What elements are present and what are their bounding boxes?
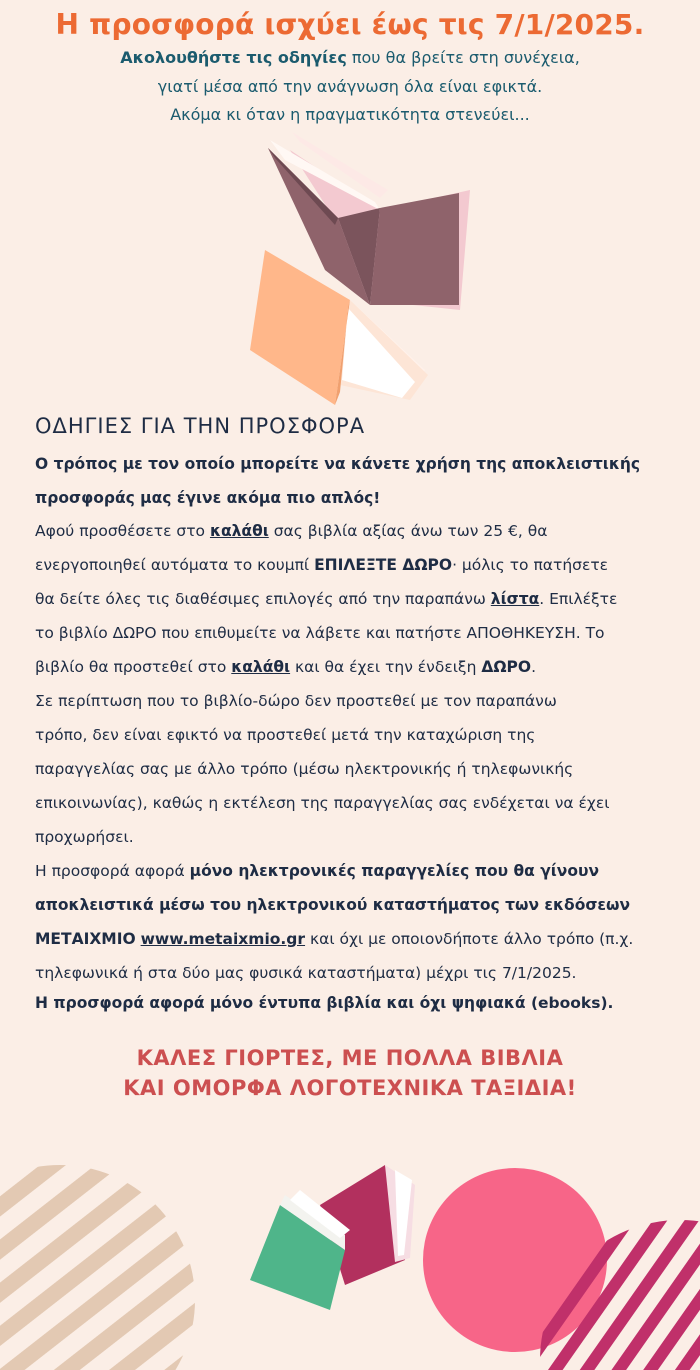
para2-line5-a: βιβλίο θα προστεθεί στο — [35, 658, 232, 676]
instructions-title: ΟΔΗΓΙΕΣ ΓΙΑ ΤΗΝ ΠΡΟΣΦΟΡΑ — [35, 414, 366, 438]
cart-link-2[interactable]: καλάθι — [231, 658, 291, 676]
list-link[interactable]: λίστα — [490, 590, 540, 608]
para4-line2 — [35, 896, 630, 914]
para3-line1: Σε περίπτωση που το βιβλίο-δώρο δεν προστεθεί με τον παραπάνω — [35, 692, 557, 710]
stripes-decoration — [0, 1150, 200, 1370]
para4-line1 — [35, 862, 599, 880]
para3-line4: επικοινωνίας), καθώς η εκτέλεση της παραγγελίας σας ενδέχεται να έχει — [35, 794, 610, 812]
para1-line2 — [35, 489, 380, 507]
para2-line3-a: θα δείτε όλες τις διαθέσιμες επιλογές από την παραπάνω — [35, 590, 491, 608]
para4-line3-b: και όχι με οποιονδήποτε άλλο τρόπο (π.χ. — [305, 930, 634, 948]
books-illustration — [230, 130, 470, 410]
para1-line1 — [35, 455, 640, 473]
para2-line2-a: ενεργοποιηθεί αυτόματα το κουμπί — [35, 556, 315, 574]
para3-line2: τρόπο, δεν είναι εφικτό να προστεθεί μετά την καταχώριση της — [35, 726, 536, 744]
para3-line5: προχωρήσει. — [35, 828, 134, 846]
para2-line1-a: Αφού προσθέσετε στο — [35, 522, 210, 540]
intro-line-2: γιατί μέσα από την ανάγνωση όλα είναι εφικτά. — [157, 77, 543, 96]
bottom-illustration — [0, 1110, 700, 1370]
para2-line3-b: . Επιλέξτε — [539, 590, 618, 608]
para4-line3 — [35, 930, 633, 948]
ebooks-note: Η προσφορά αφορά μόνο έντυπα βιβλία και όχι ψηφιακά (ebooks). — [35, 994, 614, 1012]
greeting-line-2: ΚΑΙ ΟΜΟΡΦΑ ΛΟΓΟΤΕΧΝΙΚΑ ΤΑΞΙΔΙΑ! — [123, 1076, 577, 1100]
gift-label: ΔΩΡΟ — [481, 658, 532, 676]
para2-line5-c: . — [531, 658, 536, 676]
para1-line1-text: Ο τρόπος με τον οποίο μπορείτε να κάνετε χρήση της αποκλειστικής — [35, 455, 641, 473]
greeting-line-1: ΚΑΛΕΣ ΓΙΟΡΤΕΣ, ΜΕ ΠΟΛΛΑ ΒΙΒΛΙΑ — [136, 1046, 564, 1070]
choose-gift-label: ΕΠΙΛΕΞΤΕ ΔΩΡΟ — [314, 556, 453, 574]
intro-emphasis: Ακολουθήστε τις οδηγίες — [120, 48, 347, 67]
offer-validity-title: Η προσφορά ισχύει έως τις 7/1/2025. — [55, 8, 645, 41]
intro-line-1-rest: που θα βρείτε στη συνέχεια, — [346, 48, 580, 67]
para4-line4: τηλεφωνικά ή στα δύο μας φυσικά καταστήματα) μέχρι τις 7/1/2025. — [35, 964, 577, 982]
para2-line5-b: και θα έχει την ένδειξη — [290, 658, 482, 676]
cart-link[interactable]: καλάθι — [209, 522, 269, 540]
para3-line3: παραγγελίας σας με άλλο τρόπο (μέσω ηλεκτρονικής ή τηλεφωνικής — [35, 760, 574, 778]
para2-line1-b: σας βιβλία αξίας άνω των 25 €, θα — [268, 522, 548, 540]
para1-line2-text: προσφοράς μας έγινε ακόμα πιο απλός! — [35, 489, 381, 507]
para2-line2-b: · μόλις το πατήσετε — [452, 556, 609, 574]
para4-line1-a: Η προσφορά αφορά — [35, 862, 190, 880]
para2-line5 — [35, 658, 536, 676]
para2-line1 — [35, 522, 547, 540]
para5-line1 — [35, 994, 613, 1012]
para4-line1-bold: μόνο ηλεκτρονικές παραγγελίες που θα γίνουν — [189, 862, 600, 880]
website-link[interactable]: www.metaixmio.gr — [140, 930, 306, 948]
publisher-name: ΜΕΤΑΙΧΜΙΟ — [35, 930, 136, 948]
intro-line-3: Ακόμα κι όταν η πραγματικότητα στενεύει... — [170, 105, 530, 124]
para4-line2-text: αποκλειστικά μέσω του ηλεκτρονικού καταστήματος των εκδόσεων — [35, 896, 631, 914]
intro-line-1 — [0, 48, 700, 67]
para2-line4: το βιβλίο ΔΩΡΟ που επιθυμείτε να λάβετε και πατήστε ΑΠΟΘΗΚΕΥΣΗ. Το — [35, 624, 605, 642]
para2-line3 — [35, 590, 617, 608]
para2-line2 — [35, 556, 608, 574]
